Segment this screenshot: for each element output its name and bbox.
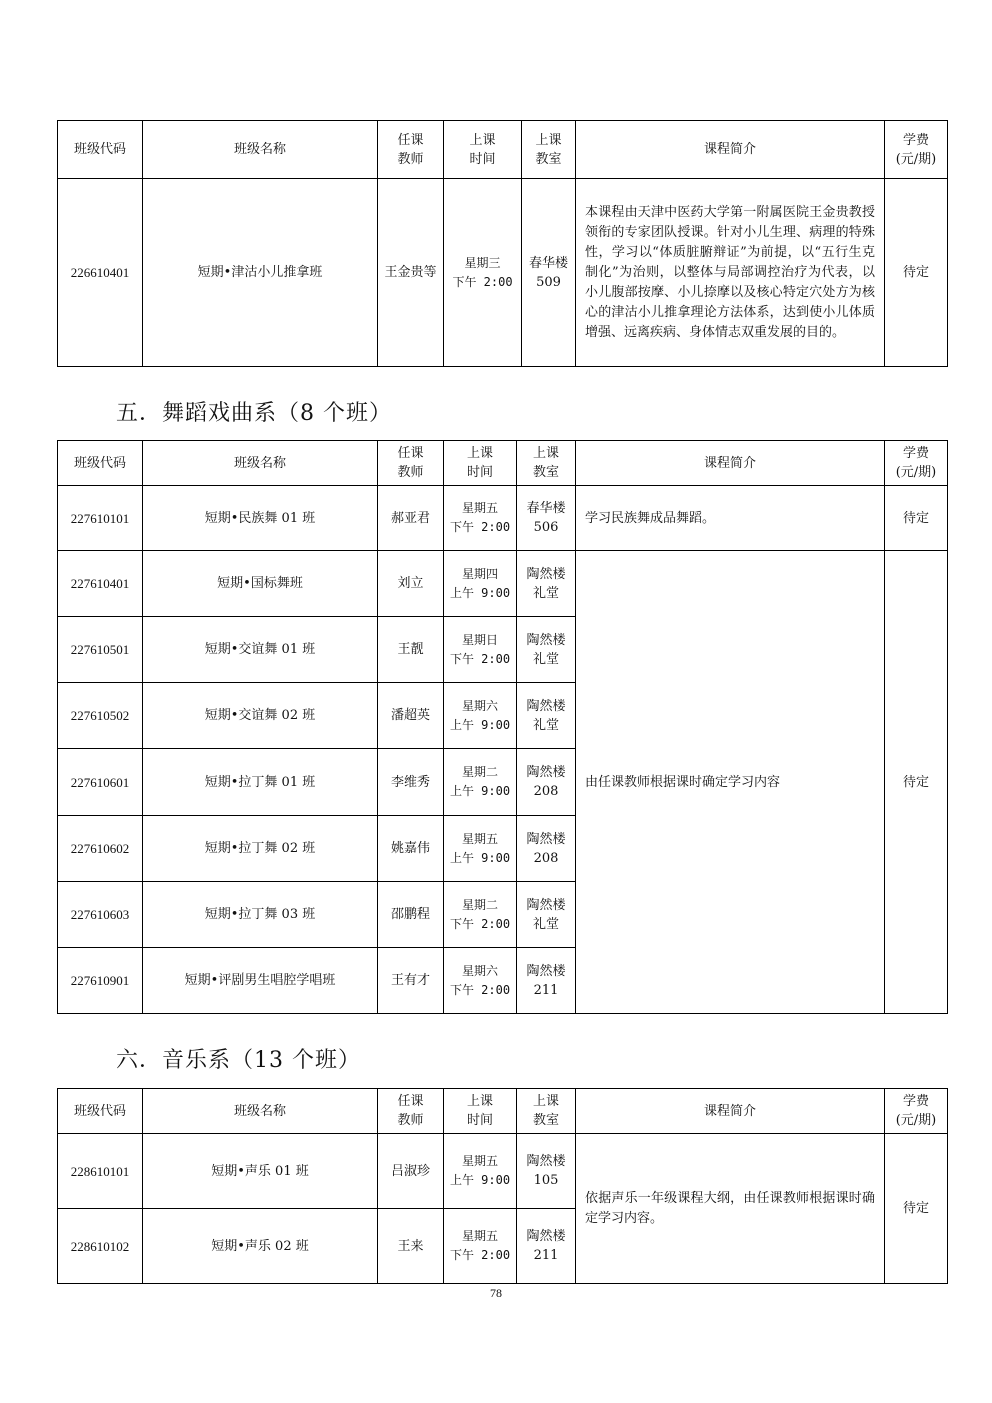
class-code: 228610101: [58, 1134, 143, 1209]
class-time: 星期五 上午 9:00: [444, 1134, 517, 1209]
class-code: 227610401: [58, 551, 143, 617]
class-code: 227610901: [58, 948, 143, 1014]
header-code: 班级代码: [58, 441, 143, 486]
class-code: 227610502: [58, 683, 143, 749]
teacher: 吕淑珍: [378, 1134, 444, 1209]
class-name: 短期•声乐 02 班: [143, 1209, 378, 1284]
class-name: 短期•拉丁舞 01 班: [143, 749, 378, 816]
table-row: [58, 179, 948, 367]
classroom: 陶然楼 礼堂: [517, 683, 576, 749]
course-description: 本课程由天津中医药大学第一附属医院王金贵教授领衔的专家团队授课。针对小儿生理、病理的特殊性，学习以“体质脏腑辩证”为前提，以“五行生克制化”为治则，以整体与局部调控治疗为代表，以小儿腹部按摩、小儿捺摩以及核心特定穴处方为核心的津沽小儿推拿理论方法体系，达到使小儿体质增强、远离疾病、身体情志双重发展的目的。: [576, 179, 885, 367]
class-code: 227610501: [58, 617, 143, 683]
header-time: 上课 时间: [444, 441, 517, 486]
course-table-1: [57, 120, 948, 367]
course-table-dance: [57, 440, 948, 1014]
course-table-music: [57, 1088, 948, 1284]
header-code: 班级代码: [58, 1089, 143, 1134]
classroom: 陶然楼 礼堂: [517, 882, 576, 948]
class-code: 226610401: [58, 179, 143, 367]
table-header-row: [58, 441, 948, 486]
classroom: 陶然楼 208: [517, 816, 576, 882]
header-teacher: 任课 教师: [378, 121, 444, 179]
teacher: 潘超英: [378, 683, 444, 749]
table-row: [58, 1134, 948, 1209]
header-room: 上课 教室: [517, 1089, 576, 1134]
teacher: 王靓: [378, 617, 444, 683]
teacher: 姚嘉伟: [378, 816, 444, 882]
teacher: 刘立: [378, 551, 444, 617]
class-time: 星期六 上午 9:00: [444, 683, 517, 749]
class-time: 星期六 下午 2:00: [444, 948, 517, 1014]
header-time: 上课 时间: [444, 121, 522, 179]
course-description-group: 依据声乐一年级课程大纲，由任课教师根据课时确定学习内容。: [576, 1134, 885, 1284]
class-name: 短期•评剧男生唱腔学唱班: [143, 948, 378, 1014]
course-description-group: 由任课教师根据课时确定学习内容: [576, 551, 885, 1014]
teacher: 王金贵等: [378, 179, 444, 367]
class-name: 短期•交谊舞 02 班: [143, 683, 378, 749]
class-code: 228610102: [58, 1209, 143, 1284]
table-row: [58, 551, 948, 617]
header-name: 班级名称: [143, 441, 378, 486]
class-name: 短期•津沽小儿推拿班: [143, 179, 378, 367]
header-desc: 课程简介: [576, 121, 885, 179]
class-time: 星期五 下午 2:00: [444, 486, 517, 551]
class-code: 227610603: [58, 882, 143, 948]
teacher: 王有才: [378, 948, 444, 1014]
header-code: 班级代码: [58, 121, 143, 179]
class-time: 星期三 下午 2:00: [444, 179, 522, 367]
classroom: 陶然楼 礼堂: [517, 551, 576, 617]
classroom: 春华楼 506: [517, 486, 576, 551]
header-teacher: 任课 教师: [378, 441, 444, 486]
fee-group: 待定: [885, 551, 948, 1014]
classroom: 春华楼 509: [522, 179, 576, 367]
class-time: 星期日 下午 2:00: [444, 617, 517, 683]
classroom: 陶然楼 礼堂: [517, 617, 576, 683]
table-header-row: [58, 1089, 948, 1134]
header-fee: 学费 (元/期): [885, 441, 948, 486]
classroom: 陶然楼 208: [517, 749, 576, 816]
teacher: 邵鹏程: [378, 882, 444, 948]
class-name: 短期•民族舞 01 班: [143, 486, 378, 551]
class-time: 星期五 下午 2:00: [444, 1209, 517, 1284]
class-name: 短期•拉丁舞 02 班: [143, 816, 378, 882]
table-row: [58, 486, 948, 551]
section-heading-music: 六．音乐系（13 个班）: [116, 1048, 361, 1073]
class-time: 星期二 下午 2:00: [444, 882, 517, 948]
table-header-row: [58, 121, 948, 179]
page-number: 78: [490, 1286, 502, 1300]
header-name: 班级名称: [143, 121, 378, 179]
teacher: 李维秀: [378, 749, 444, 816]
class-code: 227610602: [58, 816, 143, 882]
header-room: 上课 教室: [517, 441, 576, 486]
header-time: 上课 时间: [444, 1089, 517, 1134]
class-name: 短期•交谊舞 01 班: [143, 617, 378, 683]
course-description: 学习民族舞成品舞蹈。: [576, 486, 885, 551]
class-name: 短期•国标舞班: [143, 551, 378, 617]
header-desc: 课程简介: [576, 441, 885, 486]
header-room: 上课 教室: [522, 121, 576, 179]
header-name: 班级名称: [143, 1089, 378, 1134]
class-name: 短期•声乐 01 班: [143, 1134, 378, 1209]
fee: 待定: [885, 179, 948, 367]
header-fee: 学费 (元/期): [885, 1089, 948, 1134]
classroom: 陶然楼 105: [517, 1134, 576, 1209]
teacher: 王来: [378, 1209, 444, 1284]
header-fee: 学费 (元/期): [885, 121, 948, 179]
teacher: 郝亚君: [378, 486, 444, 551]
header-desc: 课程简介: [576, 1089, 885, 1134]
fee: 待定: [885, 486, 948, 551]
classroom: 陶然楼 211: [517, 1209, 576, 1284]
class-time: 星期二 上午 9:00: [444, 749, 517, 816]
fee-group: 待定: [885, 1134, 948, 1284]
class-time: 星期四 上午 9:00: [444, 551, 517, 617]
classroom: 陶然楼 211: [517, 948, 576, 1014]
class-time: 星期五 上午 9:00: [444, 816, 517, 882]
class-name: 短期•拉丁舞 03 班: [143, 882, 378, 948]
section-heading-dance: 五．舞蹈戏曲系（8 个班）: [116, 401, 392, 426]
header-teacher: 任课 教师: [378, 1089, 444, 1134]
class-code: 227610601: [58, 749, 143, 816]
class-code: 227610101: [58, 486, 143, 551]
